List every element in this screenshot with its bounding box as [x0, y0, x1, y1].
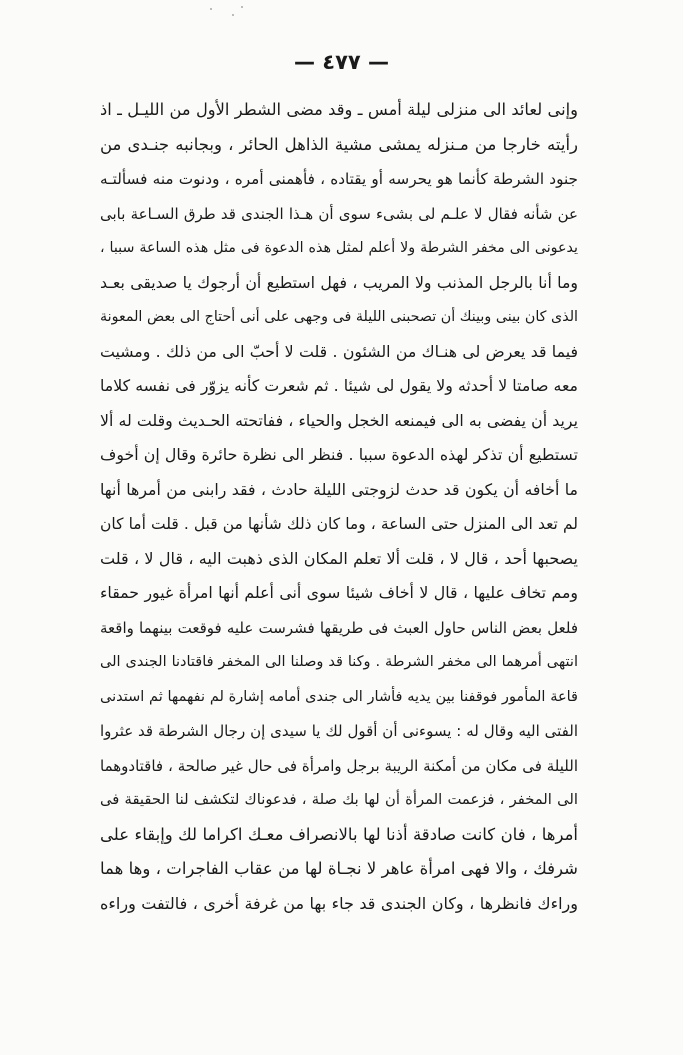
body-text [100, 93, 578, 921]
text-line: فيما قد يعرض لى هنـاك من الشئون . قلت لا أحبّ الى من ذلك . ومشيت [100, 341, 578, 361]
text-line: وراءك فانظرها ، وكان الجندى قد جاء بها من غرفة أخرى ، فالتفت وراءه [100, 893, 578, 913]
print-speck [210, 8, 212, 10]
text-line: الفتى اليه وقال له : يسوءنى أن أقول لك يا سيدى إن رجال الشرطة قد عثروا [100, 722, 578, 740]
text-line: وما أنا بالرجل المذنب ولا المريب ، فهل استطيع أن أرجوك يا صديقى بعـد [100, 272, 578, 292]
text-line: رأيته خارجا من مـنزله يمشى مشية الذاهل الحائر ، وبجانبه جنـدى من [100, 134, 578, 154]
text-line: الذى كان بينى وبينك أن تصحبنى الليلة فى وجهى على أنى أحتاج الى بعض المعونة [100, 309, 578, 325]
text-line: الليلة فى مكان من أمكنة الريبة برجل وامرأة فى حال غير صالحة ، فاقتادوهما [100, 756, 578, 775]
text-line: فلعل بعض الناس حاول العبث فى طريقها فشرست عليه فوقعت بينهما واقعة [100, 618, 578, 637]
print-speck [241, 6, 243, 8]
text-line: يريد أن يفضى به الى فيمنعه الخجل والحياء ، ففاتحته الحـديث وقلت له ألا [100, 410, 578, 430]
page-number: — ٤٧٧ — [293, 50, 390, 74]
text-line: عن شأنه فقال لا علـم لى بشىء سوى أن هـذا الجندى قد طرق السـاعة بابى [100, 204, 578, 223]
text-line: يدعونى الى مخفر الشرطة ولا أعلم لمثل هذه الدعوة فى مثل هذه الساعة سببا ، [100, 240, 578, 256]
text-line: انتهى أمرهما الى مخفر الشرطة . وكنا قد وصلنا الى المخفر فاقتادنا الجندى الى [100, 654, 578, 670]
print-speck [232, 14, 234, 16]
text-line: قاعة المأمور فوقفنا بين يديه فأشار الى جندى أمامه إشارة لم نفهمها ثم استدنى [100, 688, 578, 705]
text-line: شرفك ، والا فهى امرأة عاهر لا نجـاة لها من عقاب الفاجرات ، وها هما [100, 859, 578, 878]
text-line: جنود الشرطة كأنما هو يحرسه أو يقتاده ، فأهمنى أمره ، ودنوت منه فسألتـه [100, 170, 578, 188]
text-line: ومم تخاف عليها ، قال لا أخاف شيئا سوى أنى أعلم أنها امرأة غيور حمقاء [100, 583, 578, 602]
text-line: يصحبها أحد ، قال لا ، قلت ألا تعلم المكان الذى ذهبت اليه ، قال لا ، قلت [100, 548, 578, 568]
text-line: لم تعد الى المنزل حتى الساعة ، وما كان ذلك شأنها من قبل . قلت أما كان [100, 515, 578, 533]
text-line: معه صامتا لا أحدثه ولا يقول لى شيئا . ثم شعرت كأنه يزوّر فى نفسه كلاما [100, 376, 578, 395]
text-line: وإنى لعائد الى منزلى ليلة أمس ـ وقد مضى الشطر الأول من الليـل ـ اذ [100, 100, 578, 119]
text-line: تستطيع أن تذكر لهذه الدعوة سببا . فنظر الى نظرة حائرة وقال إن أخوف [100, 445, 578, 464]
text-line: أمرها ، فان كانت صادقة أذنا لها بالانصراف معـك اكراما لك وإبقاء على [100, 824, 578, 844]
text-line: الى المخفر ، فزعمت المرأة أن لها بك صلة ، فدعوناك لتكشف لنا الحقيقة فى [100, 791, 578, 808]
text-line: ما أخافه أن يكون قد حدث لزوجتى الليلة حادث ، فقد رابنى من أمرها أنها [100, 479, 578, 499]
